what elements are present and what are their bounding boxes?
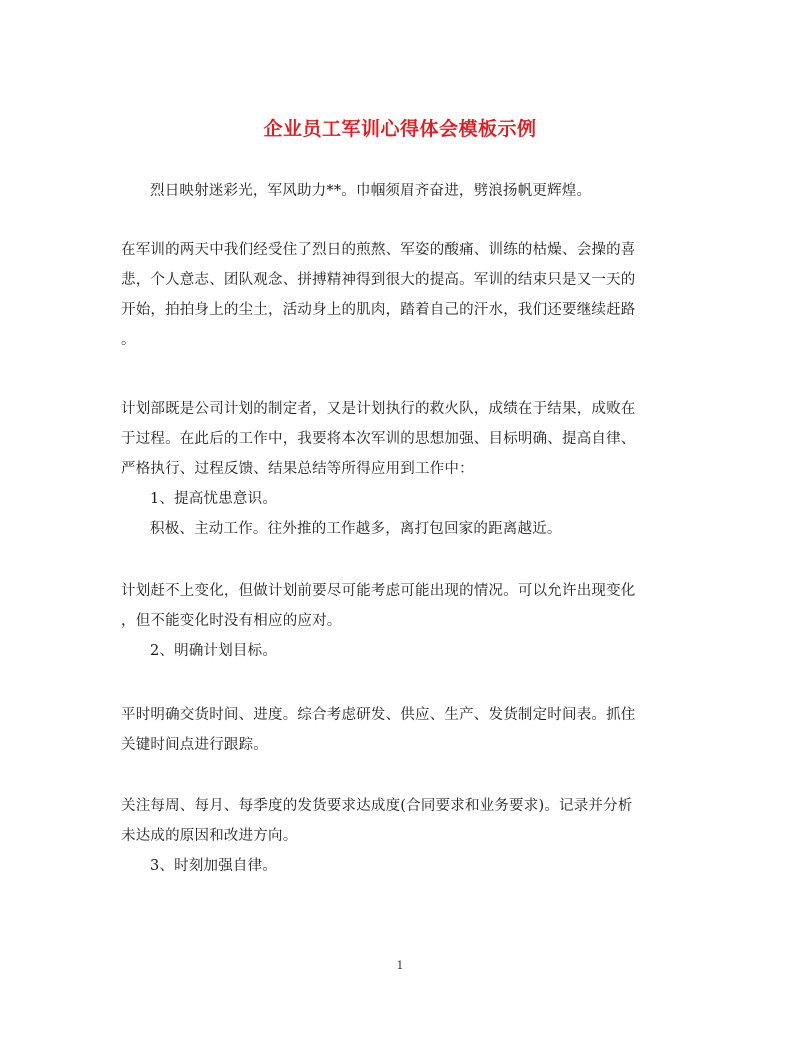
paragraph-line: 计划部既是公司计划的制定者，又是计划执行的救火队，成绩在于结果，成败在 <box>121 401 636 417</box>
list-heading-3: 3、时刻加强自律。 <box>150 858 278 874</box>
list-heading-1: 1、提高忧患意识。 <box>150 491 278 507</box>
paragraph-line: 在军训的两天中我们经受住了烈日的煎熬、军姿的酸痛、训练的枯燥、会操的喜 <box>121 242 636 258</box>
paragraph-line: 悲，个人意志、团队观念、拼搏精神得到很大的提高。军训的结束只是又一天的 <box>121 272 636 288</box>
paragraph-line: 。 <box>121 332 136 348</box>
paragraph-line: 计划赶不上变化，但做计划前要尽可能考虑可能出现的情况。可以允许出现变化 <box>121 583 636 599</box>
list-heading-2: 2、明确计划目标。 <box>150 643 278 659</box>
paragraph-line: 未达成的原因和改进方向。 <box>121 828 298 844</box>
paragraph-line: 于过程。在此后的工作中，我要将本次军训的思想加强、目标明确、提高自律、 <box>121 431 636 447</box>
paragraph-line: 开始，拍拍身上的尘土，活动身上的肌肉，踏着自己的汗水，我们还要继续赶路 <box>121 302 636 318</box>
paragraph-line: ，但不能变化时没有相应的应对。 <box>121 613 342 629</box>
page-number: 1 <box>396 959 404 972</box>
paragraph-line: 关键时间点进行跟踪。 <box>121 737 268 753</box>
poem-line: 烈日映射迷彩光，军风助力**。巾帼须眉齐奋进，劈浪扬帆更辉煌。 <box>150 183 592 199</box>
paragraph-line: 严格执行、过程反馈、结果总结等所得应用到工作中： <box>121 461 474 477</box>
paragraph-line: 关注每周、每月、每季度的发货要求达成度(合同要求和业务要求)。记录并分析 <box>121 798 633 814</box>
paragraph-line: 平时明确交货时间、进度。综合考虑研发、供应、生产、发货制定时间表。抓住 <box>121 707 636 723</box>
document-title: 企业员工军训心得体会模板示例 <box>263 118 537 140</box>
paragraph-line: 积极、主动工作。往外推的工作越多，离打包回家的距离越近。 <box>150 521 562 537</box>
